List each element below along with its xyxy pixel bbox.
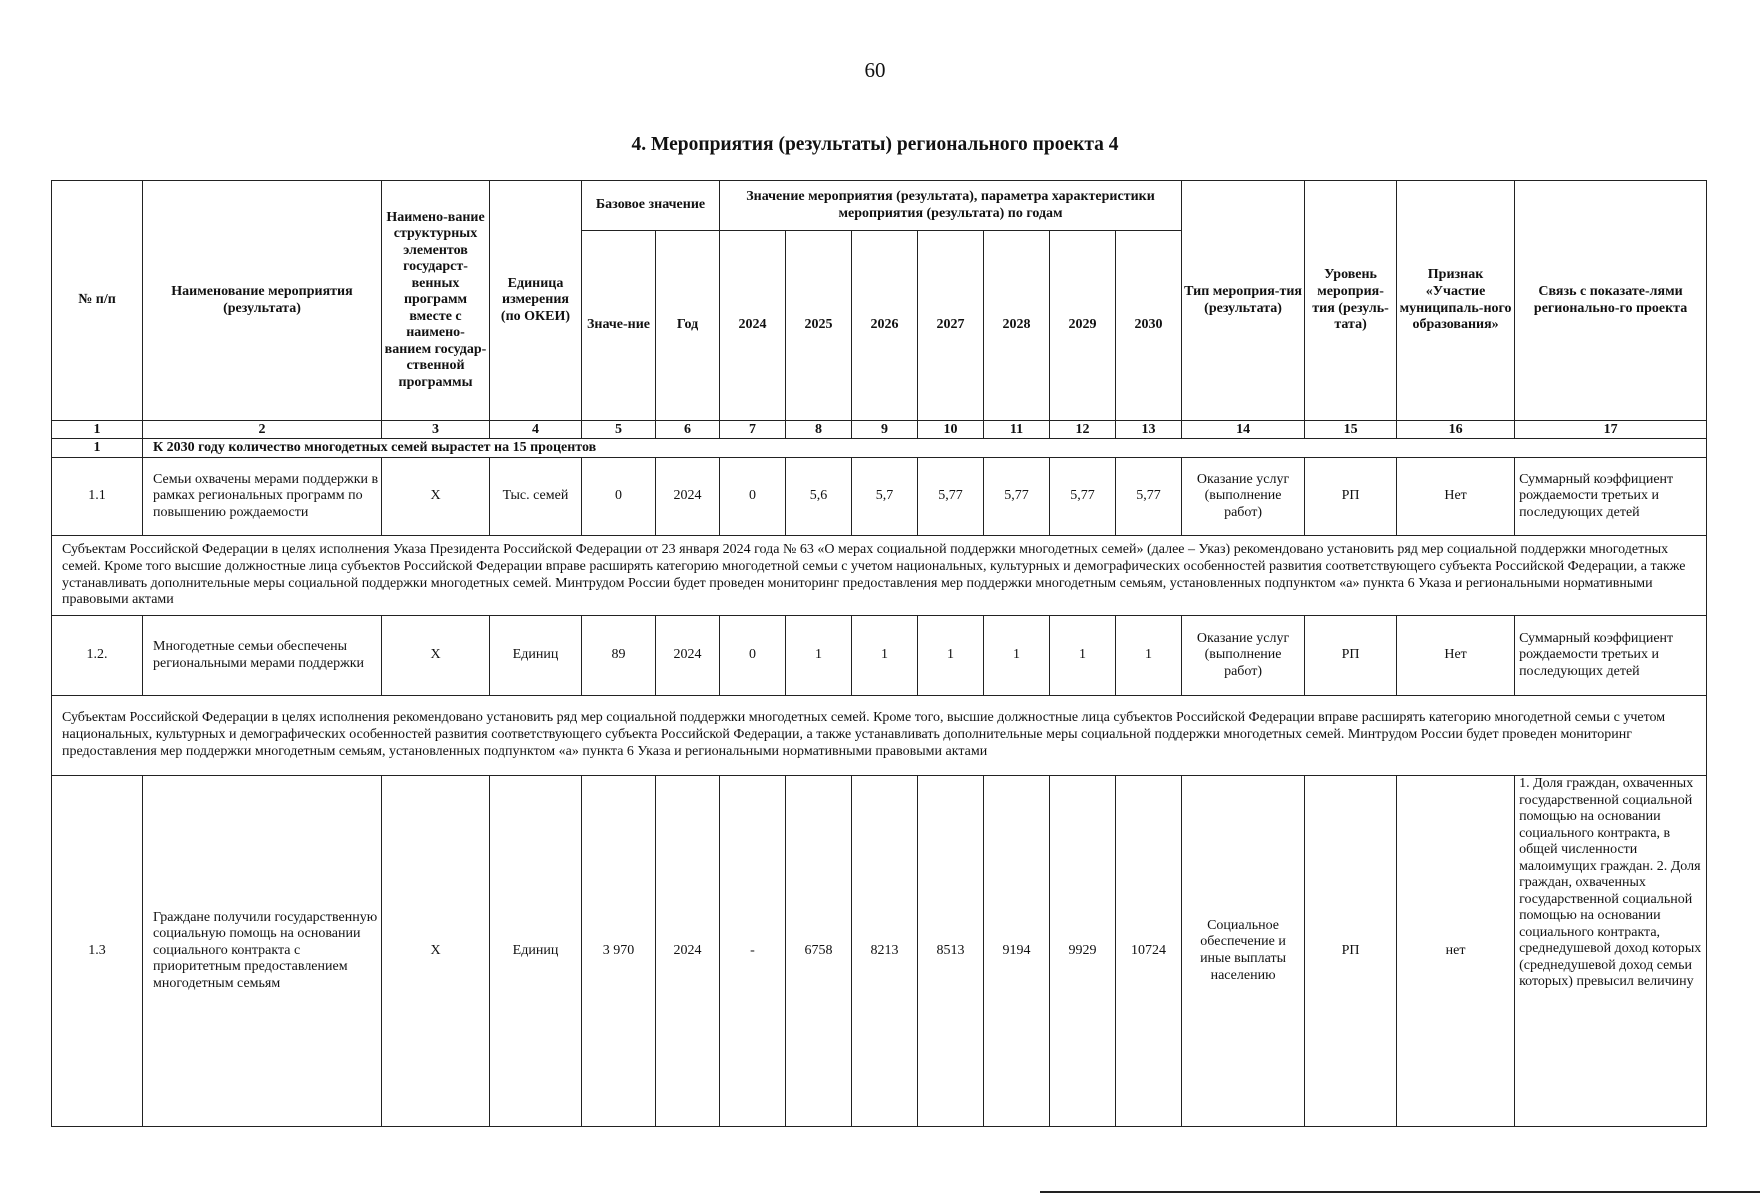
row-value: 1 — [852, 616, 918, 696]
header-base-value: Значе-ние — [582, 231, 656, 421]
row-value: 9929 — [1050, 776, 1116, 1127]
row-level: РП — [1305, 776, 1397, 1127]
row-struct: Х — [382, 776, 490, 1127]
row-value: 5,77 — [984, 458, 1050, 536]
row-unit: Единиц — [490, 776, 582, 1127]
row-base-year: 2024 — [656, 776, 720, 1127]
header-year: 2027 — [918, 231, 984, 421]
row-link: Суммарный коэффициент рождаемости третьих и последующих детей — [1515, 458, 1707, 536]
row-num: 1.2. — [52, 616, 143, 696]
column-index: 3 — [382, 421, 490, 439]
header-year: 2028 — [984, 231, 1050, 421]
section-title: 4. Мероприятия (результаты) регионального проекта 4 — [631, 134, 1119, 155]
header-type: Тип мероприя-тия (результата) — [1182, 181, 1305, 421]
header-year: 2024 — [720, 231, 786, 421]
header-year: 2025 — [786, 231, 852, 421]
row-link: Суммарный коэффициент рождаемости третьих и последующих детей — [1515, 616, 1707, 696]
row-value: 1 — [918, 616, 984, 696]
measures-table — [51, 180, 1707, 1127]
column-index: 15 — [1305, 421, 1397, 439]
column-index: 7 — [720, 421, 786, 439]
row-value: 10724 — [1116, 776, 1182, 1127]
header-sign: Признак «Участие муниципаль-ного образования» — [1397, 181, 1515, 421]
row-value: 5,77 — [1116, 458, 1182, 536]
row-struct: Х — [382, 458, 490, 536]
header-yearly: Значение мероприятия (результата), параметра характеристики мероприятия (результата) по годам — [720, 181, 1182, 231]
section-goal: К 2030 году количество многодетных семей вырастет на 15 процентов — [143, 439, 1707, 458]
column-index: 2 — [143, 421, 382, 439]
column-index: 13 — [1116, 421, 1182, 439]
column-index: 5 — [582, 421, 656, 439]
column-index: 6 — [656, 421, 720, 439]
row-sign: нет — [1397, 776, 1515, 1127]
header-year: 2030 — [1116, 231, 1182, 421]
row-value: 1 — [984, 616, 1050, 696]
header-link: Связь с показате-лями регионально-го проекта — [1515, 181, 1707, 421]
row-num: 1.1 — [52, 458, 143, 536]
row-value: 1 — [786, 616, 852, 696]
row-level: РП — [1305, 616, 1397, 696]
header-unit: Единица измерения (по ОКЕИ) — [490, 181, 582, 421]
column-index: 14 — [1182, 421, 1305, 439]
row-name: Граждане получили государственную социальную помощь на основании социального контракта с приоритетным предоставлением многодетным семьям — [143, 776, 382, 1127]
column-index: 9 — [852, 421, 918, 439]
row-base-value: 3 970 — [582, 776, 656, 1127]
column-index: 12 — [1050, 421, 1116, 439]
column-index: 16 — [1397, 421, 1515, 439]
row-type: Оказание услуг (выполнение работ) — [1182, 458, 1305, 536]
row-type: Оказание услуг (выполнение работ) — [1182, 616, 1305, 696]
row-unit: Тыс. семей — [490, 458, 582, 536]
header-base-year: Год — [656, 231, 720, 421]
footer-rule — [1040, 1191, 1760, 1193]
column-index: 10 — [918, 421, 984, 439]
row-value: 5,7 — [852, 458, 918, 536]
page-number: 60 — [864, 58, 886, 82]
row-sign: Нет — [1397, 616, 1515, 696]
header-base: Базовое значение — [582, 181, 720, 231]
row-level: РП — [1305, 458, 1397, 536]
row-value: 5,6 — [786, 458, 852, 536]
row-value: 8213 — [852, 776, 918, 1127]
row-value: 5,77 — [1050, 458, 1116, 536]
row-note: Субъектам Российской Федерации в целях исполнения рекомендовано установить ряд мер социальной поддержки многодетных семей. Кроме того, высшие должностные лица субъектов Российской Федерации вправе расширять категорию многодетной семьи с учетом национальных, культурных и демографических особенностей развития соответствующего субъекта Российской Федерации, а также устанавливать дополнительные меры социальной поддержки многодетных семей. Минтрудом России будет проведен мониторинг предоставления мер поддержки многодетным семьям, установленных подпунктом «а» пункта 6 Указа и региональными нормативными правовыми актами — [52, 696, 1707, 776]
row-note: Субъектам Российской Федерации в целях исполнения Указа Президента Российской Федерации от 23 января 2024 года № 63 «О мерах социальной поддержки многодетных семей» (далее – Указ) рекомендовано установить ряд мер социальной поддержки многодетных семей. Кроме того высшие должностные лица субъектов Российской Федерации вправе расширять категорию многодетной семьи с учетом национальных, культурных и демографических особенностей развития соответствующего субъекта Российской Федерации, а также устанавливать дополнительные меры социальной поддержки многодетных семей. Минтрудом России будет проведен мониторинг предоставления мер поддержки многодетным семьям, установленных подпунктом «а» пункта 6 Указа и региональными нормативными правовыми актами — [52, 536, 1707, 616]
header-year: 2029 — [1050, 231, 1116, 421]
column-index: 8 — [786, 421, 852, 439]
row-value: 0 — [720, 616, 786, 696]
row-name: Многодетные семьи обеспечены региональными мерами поддержки — [143, 616, 382, 696]
row-link: 1. Доля граждан, охваченных государственной социальной помощью на основании социального контракта, в общей численности малоимущих граждан. 2. Доля граждан, охваченных государственной социальной помощью на основании социального контракта, среднедушевой доход которых (среднедушевой доход семьи которых) превысил величину — [1515, 776, 1707, 1127]
row-value: 1 — [1050, 616, 1116, 696]
row-unit: Единиц — [490, 616, 582, 696]
row-name: Семьи охвачены мерами поддержки в рамках региональных программ по повышению рождаемости — [143, 458, 382, 536]
row-value: 1 — [1116, 616, 1182, 696]
row-value: 5,77 — [918, 458, 984, 536]
row-type: Социальное обеспечение и иные выплаты населению — [1182, 776, 1305, 1127]
row-base-value: 89 — [582, 616, 656, 696]
row-sign: Нет — [1397, 458, 1515, 536]
row-value: 0 — [720, 458, 786, 536]
row-value: 6758 — [786, 776, 852, 1127]
column-index: 1 — [52, 421, 143, 439]
column-index: 4 — [490, 421, 582, 439]
header-num: № п/п — [52, 181, 143, 421]
section-num: 1 — [52, 439, 143, 458]
column-index: 11 — [984, 421, 1050, 439]
row-struct: Х — [382, 616, 490, 696]
row-base-year: 2024 — [656, 458, 720, 536]
header-level: Уровень мероприя-тия (резуль-тата) — [1305, 181, 1397, 421]
row-value: 8513 — [918, 776, 984, 1127]
row-num: 1.3 — [52, 776, 143, 1127]
column-index: 17 — [1515, 421, 1707, 439]
row-base-value: 0 — [582, 458, 656, 536]
header-struct: Наимено-вание структурных элементов государст-венных программ вместе с наимено-ванием государ-ственной программы — [382, 181, 490, 421]
row-value: 9194 — [984, 776, 1050, 1127]
header-name: Наименование мероприятия (результата) — [143, 181, 382, 421]
row-value: - — [720, 776, 786, 1127]
header-year: 2026 — [852, 231, 918, 421]
row-base-year: 2024 — [656, 616, 720, 696]
